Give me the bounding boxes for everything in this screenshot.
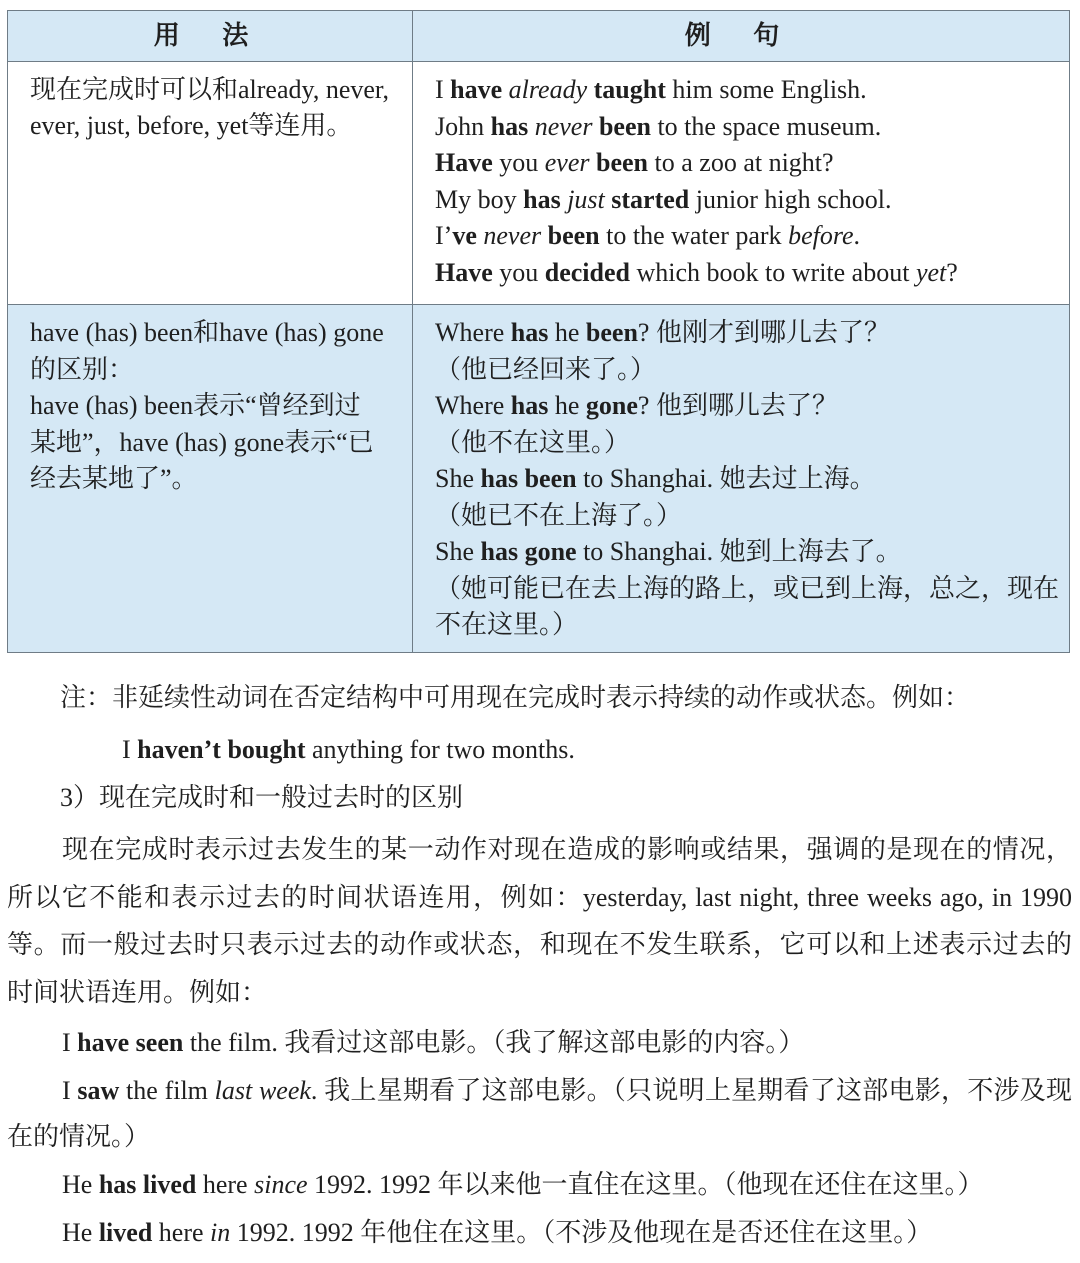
text-run: Have bbox=[435, 148, 493, 177]
text-run: Where bbox=[435, 318, 511, 347]
comparison-example bbox=[7, 1020, 1072, 1066]
usage-cell bbox=[8, 305, 413, 653]
text-run: to a zoo at night? bbox=[648, 148, 834, 177]
comparison-example bbox=[7, 1068, 1072, 1160]
text-run: My boy bbox=[435, 184, 524, 214]
section-heading: 3）现在完成时和一般过去时的区别 bbox=[60, 783, 464, 812]
text-run: She bbox=[435, 464, 481, 493]
text-run: been bbox=[596, 148, 649, 177]
usage-cell bbox=[8, 62, 413, 305]
text-run: （他已经回来了。） bbox=[435, 354, 657, 384]
text-run: ? 他刚才到哪儿去了？ bbox=[637, 318, 890, 347]
example-sentence bbox=[435, 461, 1061, 498]
text-run: anything for two months. bbox=[305, 735, 575, 764]
text-run: I bbox=[122, 735, 138, 764]
text-run: been bbox=[598, 111, 651, 141]
text-run: have seen bbox=[77, 1028, 184, 1057]
example-translation bbox=[435, 571, 1061, 608]
text-run: has bbox=[510, 318, 549, 347]
text-run: already bbox=[508, 75, 588, 104]
text-run: I bbox=[435, 75, 451, 104]
grammar-table bbox=[7, 10, 1070, 653]
text-run: junior high school. bbox=[689, 184, 892, 214]
text-run: has been bbox=[480, 464, 577, 493]
example-sentence bbox=[435, 315, 1061, 352]
text-run: Where bbox=[435, 391, 511, 420]
text-run: gone bbox=[585, 391, 638, 420]
table-row bbox=[8, 305, 1070, 653]
text-run: to the space museum. bbox=[650, 111, 882, 141]
example-translation bbox=[435, 607, 1061, 644]
text-run: ever bbox=[544, 148, 590, 177]
text-run: to Shanghai. 她去过上海。 bbox=[576, 464, 876, 493]
text-run: He bbox=[62, 1218, 99, 1247]
text-run: She bbox=[435, 537, 481, 566]
text-run: 不在这里。） bbox=[435, 610, 579, 639]
text-run: before bbox=[788, 221, 854, 250]
text-run: last week bbox=[214, 1076, 311, 1105]
text-run: here bbox=[196, 1170, 255, 1199]
text-run: （她可能已在去上海的路上，或已到上海，总之，现在 bbox=[435, 573, 1060, 603]
text-run: the film. 我看过这部电影。（我了解这部电影的内容。） bbox=[183, 1028, 805, 1057]
example-sentence bbox=[435, 255, 1061, 292]
text-run: （他不在这里。） bbox=[435, 427, 631, 457]
text-run: Have bbox=[435, 257, 493, 287]
text-run: has bbox=[523, 184, 561, 214]
example-translation bbox=[435, 425, 1061, 462]
usage-line: 现在完成时可以和already, never, bbox=[30, 75, 390, 104]
comparison-example bbox=[7, 1210, 1072, 1256]
example-sentence bbox=[435, 109, 1061, 146]
usage-line: ever, just, before, yet等连用。 bbox=[30, 111, 353, 140]
text-run: has gone bbox=[480, 537, 577, 566]
text-run: . bbox=[853, 221, 861, 250]
usage-line: 某地”，have (has) gone表示“已 bbox=[30, 427, 374, 457]
example-translation bbox=[435, 498, 1061, 535]
text-run: which book to write about bbox=[630, 257, 916, 287]
example-sentence bbox=[435, 218, 1061, 255]
header-examples: 例 句 bbox=[413, 11, 1070, 62]
text-run: 1992. 1992 年他住在这里。（不涉及他现在是否还住在这里。） bbox=[230, 1218, 933, 1247]
example-sentence bbox=[435, 388, 1061, 425]
text-run: haven’t bought bbox=[137, 735, 306, 764]
text-run: never bbox=[483, 221, 542, 250]
text-run: have bbox=[450, 75, 503, 104]
text-run: never bbox=[534, 111, 593, 141]
text-run: ve bbox=[452, 221, 477, 250]
text-run: I bbox=[62, 1028, 78, 1057]
text-run: been bbox=[585, 318, 638, 347]
text-run: he bbox=[548, 318, 586, 347]
text-run: him some English. bbox=[665, 75, 867, 104]
text-run: has bbox=[490, 111, 529, 141]
text-run: I’ bbox=[435, 221, 453, 250]
comparison-example bbox=[7, 1162, 1072, 1208]
text-run: yet bbox=[915, 257, 947, 287]
text-run: John bbox=[435, 111, 491, 141]
examples-cell bbox=[413, 62, 1070, 305]
text-run: I bbox=[62, 1076, 78, 1105]
text-run: been bbox=[547, 221, 600, 250]
usage-line: 的区别： bbox=[30, 354, 135, 384]
text-run: taught bbox=[593, 75, 666, 104]
text-run: to the water park bbox=[599, 221, 789, 250]
usage-line: have (has) been表示“曾经到过 bbox=[30, 391, 361, 420]
text-run: started bbox=[611, 184, 690, 214]
text-run: to Shanghai. 她到上海去了。 bbox=[576, 537, 902, 566]
note-text: 注：非延续性动词在否定结构中可用现在完成时表示持续的动作或状态。例如： bbox=[60, 683, 971, 712]
text-run: ? 他到哪儿去了？ bbox=[637, 391, 838, 420]
comparison-examples bbox=[7, 1020, 1072, 1256]
usage-line: 经去某地了”。 bbox=[30, 464, 198, 493]
text-run: the film bbox=[119, 1076, 215, 1105]
text-run: just bbox=[567, 184, 605, 214]
text-run: ? bbox=[946, 257, 958, 287]
explanation-paragraph: 现在完成时表示过去发生的某一动作对现在造成的影响或结果，强调的是现在的情况，所以它不能和表示过去的时间状语连用，例如：yesterday, last night, three weeks ago, in 1990 等。而一般过去时只表示过去的动作或状态，和现在不发生联系，它可以和上述表示过去的时间状语连用。例如： bbox=[7, 835, 1072, 1007]
text-run: . 我上星期看了这部电影。（只说明上星期看了这部电影，不涉及现在的情况。） bbox=[7, 1076, 1072, 1151]
text-run: has bbox=[510, 391, 549, 420]
example-sentence bbox=[435, 72, 1061, 109]
text-run: you bbox=[492, 257, 545, 287]
example-sentence bbox=[435, 145, 1061, 182]
text-run: here bbox=[152, 1218, 211, 1247]
text-run: in bbox=[210, 1218, 231, 1247]
example-sentence bbox=[435, 534, 1061, 571]
header-usage: 用 法 bbox=[8, 11, 413, 62]
text-run: decided bbox=[544, 257, 630, 287]
text-run: （她已不在上海了。） bbox=[435, 500, 683, 530]
text-run: he bbox=[548, 391, 586, 420]
example-sentence bbox=[435, 182, 1061, 219]
examples-cell bbox=[413, 305, 1070, 653]
table-row bbox=[8, 62, 1070, 305]
text-run: has lived bbox=[98, 1170, 197, 1199]
text-run: you bbox=[492, 148, 545, 177]
text-run: 1992. 1992 年以来他一直住在这里。（他现在还住在这里。） bbox=[307, 1170, 984, 1199]
text-run: saw bbox=[77, 1076, 120, 1105]
text-run: lived bbox=[98, 1218, 153, 1247]
note-example bbox=[122, 732, 575, 768]
usage-line: have (has) been和have (has) gone bbox=[30, 318, 384, 347]
example-translation bbox=[435, 352, 1061, 389]
text-run: since bbox=[254, 1170, 308, 1199]
table-header-row bbox=[8, 11, 1070, 62]
text-run: He bbox=[62, 1170, 99, 1199]
